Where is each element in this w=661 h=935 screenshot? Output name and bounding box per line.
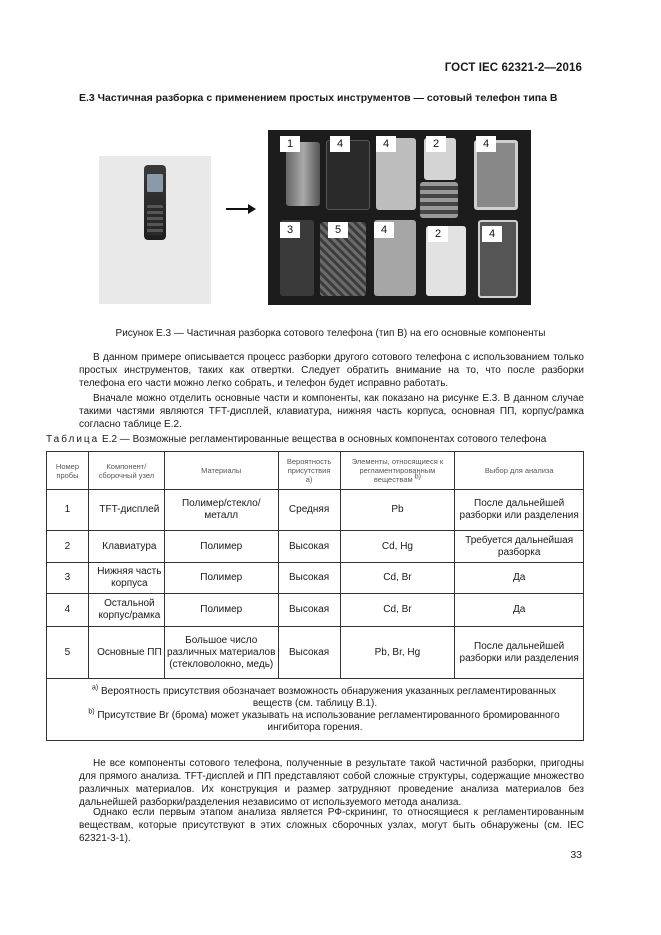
table-header-row [47,452,584,490]
cell-num: 5 [47,627,89,679]
cell-materials: Полимер [164,563,278,594]
paragraph-1: В данном примере описывается процесс разборки другого сотового телефона с использованием только простых инструментов, таких как отвертки. Следует обратить внимание на то, что после разборки телефона его части можно легко собрать, и телефон будет исправно работать. [79,352,584,389]
col-probability-note: а) [305,475,313,484]
cell-component: Клавиатура [88,531,164,563]
cell-probability: Высокая [278,627,340,679]
col-elements-note: b) [414,473,421,481]
figure-label: 3 [280,222,300,238]
col-component: Компонент/ сборочный узел [88,452,164,490]
figure-label: 4 [374,222,394,238]
footnote-a [65,686,565,710]
cell-elements: Cd, Hg [340,531,455,563]
figure-label: 4 [482,226,502,242]
paragraph-4: Однако если первым этапом анализа является РФ-скрининг, то относящиеся к регламентированным веществам, которые присутствуют в этих сложных сборочных узлах, могут быть обнаружены (см. IEC 62321-3-1). [79,807,584,844]
cell-materials: Полимер/стекло/ металл [164,490,278,531]
section-title: Е.3 Частичная разборка с применением простых инструментов — сотовый телефон типа В [79,92,558,104]
footnote-a-text: Вероятность присутствия обозначает возможность обнаружения указанных регламентированных веществ (см. таблицу В.1). [100,685,557,709]
cell-materials: Большое число различных материалов (стекловолокно, медь) [164,627,278,679]
phone-screen [147,174,163,192]
paragraph-3: Не все компоненты сотового телефона, полученные в результате такой частичной разборки, пригодны для прямого анализа. TFT-дисплей и ПП представляют собой сложные структуры, содержащие множество различных материалов. Их конструкция и размер затрудняют проведение анализа материалов без дальнейшей разборки/разделения независимо от используемого метода анализа. [79,758,584,808]
cell-probability: Высокая [278,594,340,627]
phone-image [144,165,166,240]
footnote-b-mark: b) [88,708,95,716]
figure-label: 5 [328,222,348,238]
part-keypad [420,182,458,218]
cell-choice: Требуется дальнейшая разборка [455,531,584,563]
table-row [47,563,584,594]
col-probability-label: Вероятность присутствия [286,457,332,475]
standard-header: ГОСТ IEC 62321-2—2016 [444,62,582,74]
table-notes-row [47,679,584,741]
cell-probability: Высокая [278,531,340,563]
figure-label: 1 [280,136,300,152]
col-elements [340,452,455,490]
cell-num: 1 [47,490,89,531]
cell-materials: Полимер [164,531,278,563]
cell-elements: Cd, Br [340,594,455,627]
cell-materials: Полимер [164,594,278,627]
table-row [47,531,584,563]
cell-probability: Высокая [278,563,340,594]
footnote-b [65,710,565,734]
figure-label: 4 [476,136,496,152]
cell-choice: Да [455,563,584,594]
cell-num: 3 [47,563,89,594]
cell-component: Нижняя часть корпуса [88,563,164,594]
figure-label: 4 [376,136,396,152]
footnote-a-mark: а) [91,684,99,692]
col-materials: Материалы [164,452,278,490]
figure-label: 2 [428,226,448,242]
table-caption-text: Е.2 — Возможные регламентированные вещества в основных компонентах сотового телефона [99,434,547,445]
substances-table [46,451,584,741]
disassembly-photo [268,130,531,305]
figure-caption: Рисунок Е.3 — Частичная разборка сотового телефона (тип В) на его основные компоненты [115,328,546,339]
cell-choice: После дальнейшей разборки или разделения [455,627,584,679]
cell-num: 2 [47,531,89,563]
cell-num: 4 [47,594,89,627]
cell-component: TFT-дисплей [88,490,164,531]
table-caption [46,434,546,445]
cell-elements: Pb, Br, Hg [340,627,455,679]
table-caption-prefix: Таблица [46,434,100,445]
page-number: 33 [570,849,582,861]
phone-keypad [147,205,163,235]
paragraph-2: Вначале можно отделить основные части и компоненты, как показано на рисунке Е.3. В данном случае такими частями являются TFT-дисплей, клавиатура, нижняя часть корпуса, основная ПП, корпус/рамка согласно таблице Е.2. [79,393,584,430]
cell-choice: После дальнейшей разборки или разделения [455,490,584,531]
figure-label: 2 [426,136,446,152]
cell-elements: Cd, Br [340,563,455,594]
cell-component: Остальной корпус/рамка [88,594,164,627]
footnote-b-text: Присутствие Br (брома) может указывать на использование регламентированного бромированного ингибитора горения. [97,709,560,733]
cell-component: Основные ПП [88,627,164,679]
table-notes [47,679,584,741]
arrow-right-icon [226,203,256,215]
col-probability [278,452,340,490]
col-choice: Выбор для анализа [455,452,584,490]
cell-elements: Pb [340,490,455,531]
figure-label: 4 [330,136,350,152]
col-num: Номер пробы [47,452,89,490]
table-row [47,490,584,531]
table-row [47,627,584,679]
cell-probability: Средняя [278,490,340,531]
table-row [47,594,584,627]
cell-choice: Да [455,594,584,627]
col-elements-label: Элементы, относящиеся к регламентированным веществам [351,457,444,484]
